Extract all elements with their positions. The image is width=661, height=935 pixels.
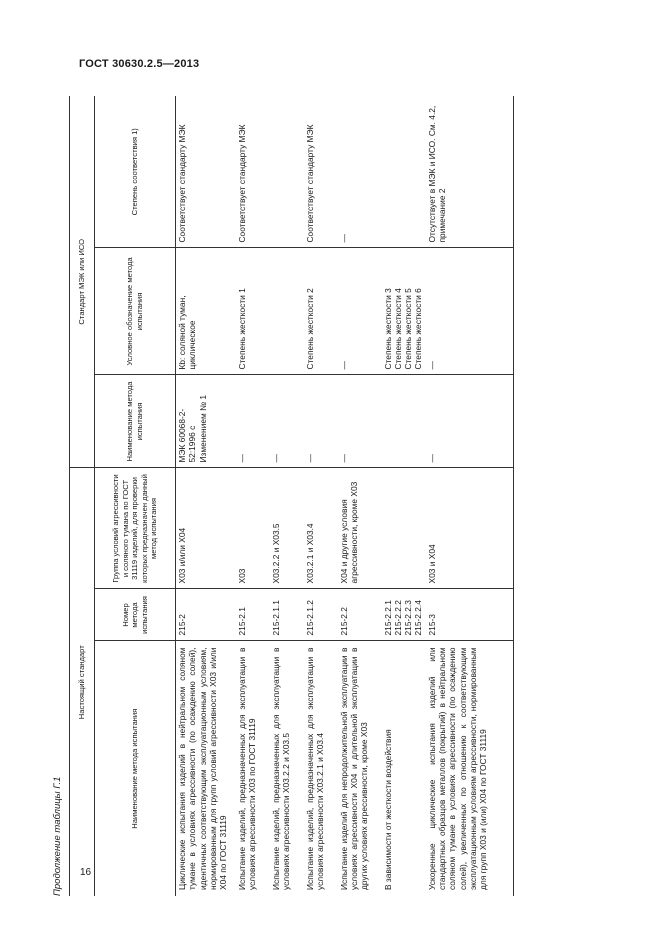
- method-number-cell: 215-2.1: [236, 589, 270, 641]
- designation-cell: [270, 248, 304, 375]
- method-number-cell: 215-2.2.1 215-2.2.2 215-2.2.3 215-2.2.4: [382, 589, 426, 641]
- designation-cell: Кb: соляной туман, циклическое: [176, 248, 236, 375]
- group-cell: Х03.2.2 и Х03.5: [270, 468, 304, 589]
- degree-cell: Соответствует стандарту МЭК: [304, 96, 338, 248]
- designation-cell: Степень жесткости 2: [304, 248, 338, 375]
- method-number-cell: 215-2.1.2: [304, 589, 338, 641]
- method-name-cell: В зависимости от жесткости воздействия: [382, 729, 393, 890]
- group-cell: Х03 и/или Х04: [176, 468, 236, 589]
- column-header-row: [95, 96, 176, 896]
- group-cell: Х04 и другие условия агрессивности, кроме Х03: [338, 468, 382, 589]
- group-header-row: [70, 96, 95, 896]
- designation-cell: —: [338, 248, 382, 375]
- method-name-cell: Испытание изделий, предназначенных для эксплуатации в условиях агрессивности Х03.2.2 и Х03.5: [270, 647, 291, 890]
- table-caption: Продолжение таблицы Г.1: [52, 776, 63, 896]
- table-body: [176, 96, 514, 896]
- table-row: [236, 96, 270, 896]
- degree-cell: Отсутствует в МЭК и ИСО. См. 4.2, примечание 2: [426, 96, 514, 248]
- col-header-group: Группа условий агрессивности и соляного тумана по ГОСТ 31119 изделий, для проверки которых предназначен данный метод испытания: [95, 468, 176, 589]
- col-header-designation: Условное обозначение метода испытания: [95, 248, 176, 375]
- table-row: [426, 96, 514, 896]
- page-number: 16: [80, 867, 92, 878]
- designation-cell: Степень жесткости 1: [236, 248, 270, 375]
- iec-name-cell: —: [338, 375, 382, 468]
- group-cell: Х03.2.1 и Х03.4: [304, 468, 338, 589]
- designation-cell: —: [426, 248, 514, 375]
- method-name-cell: Циклические испытания изделий в нейтральном соляном тумане в условиях агрессивности (по осаждению солей), идентичных соответствующим эксплуатационным условиям, нормированным для групп условий агрессивности Х03 и/или Х04 по ГОСТ 31119: [177, 647, 229, 890]
- method-number-cell: 215-3: [426, 589, 514, 641]
- document-header: ГОСТ 30630.2.5—2013: [79, 58, 200, 70]
- group-header-national: Настоящий стандарт: [70, 468, 95, 896]
- designation-cell: Степень жесткости 3 Степень жесткости 4 Степень жесткости 5 Степень жесткости 6: [382, 248, 426, 375]
- iec-name-cell: —: [304, 375, 338, 468]
- iec-name-cell: —: [270, 375, 304, 468]
- group-cell: Х03 и Х04: [426, 468, 514, 589]
- iec-name-cell: —: [236, 375, 270, 468]
- table-row: [270, 96, 304, 896]
- col-header-iec-name: Наименование метода испытания: [95, 375, 176, 468]
- iec-name-cell: МЭК 60068-2-52:1996 с Изменением № 1: [176, 375, 236, 468]
- col-header-method-number: Номер метода испытания: [95, 589, 176, 641]
- degree-cell: —: [338, 96, 382, 248]
- method-number-cell: 215-2.1.1: [270, 589, 304, 641]
- rotated-table-block: [52, 96, 568, 896]
- method-name-cell: Испытание изделий для непродолжительной эксплуатации в условиях агрессивности Х04 и длительной эксплуатации в других условиях агрессивности, кроме Х03: [338, 647, 370, 890]
- table-row: [382, 96, 426, 896]
- degree-cell: Соответствует стандарту МЭК: [236, 96, 270, 248]
- method-name-cell: Ускоренные циклические испытания изделий или стандартных образцов металлов (покрытий) в нейтральном соляном тумане в условиях агрессивности (по осаждению солей), увеличенных по отношению к соответствующим эксплуатационным условиям агрессивности, нормированным для групп Х03 и (или) Х04 по ГОСТ 31119: [426, 641, 514, 896]
- method-name-cell: Испытание изделий, предназначенных для эксплуатации в условиях агрессивности Х03 по ГОСТ 31119: [236, 647, 257, 890]
- method-number-cell: 215-2: [176, 589, 236, 641]
- degree-cell: [270, 96, 304, 248]
- col-header-method-name: Наименование метода испытания: [95, 641, 176, 896]
- degree-cell: [382, 96, 426, 248]
- table-row: [304, 96, 338, 896]
- group-cell: [382, 468, 426, 589]
- iec-name-cell: —: [426, 375, 514, 468]
- table-row: [176, 96, 236, 896]
- group-cell: Х03: [236, 468, 270, 589]
- col-header-degree: Степень соответствия 1): [95, 96, 176, 248]
- group-header-iec: Стандарт МЭК или ИСО: [70, 96, 95, 468]
- table-row: [338, 96, 382, 896]
- degree-cell: Соответствует стандарту МЭК: [176, 96, 236, 248]
- method-name-cell: Испытание изделий, предназначенных для эксплуатации в условиях агрессивности Х03.2.1 и Х03.4: [304, 647, 325, 890]
- iec-name-cell: [382, 375, 426, 468]
- comparison-table: [69, 96, 514, 896]
- method-number-cell: 215-2.2: [338, 589, 382, 641]
